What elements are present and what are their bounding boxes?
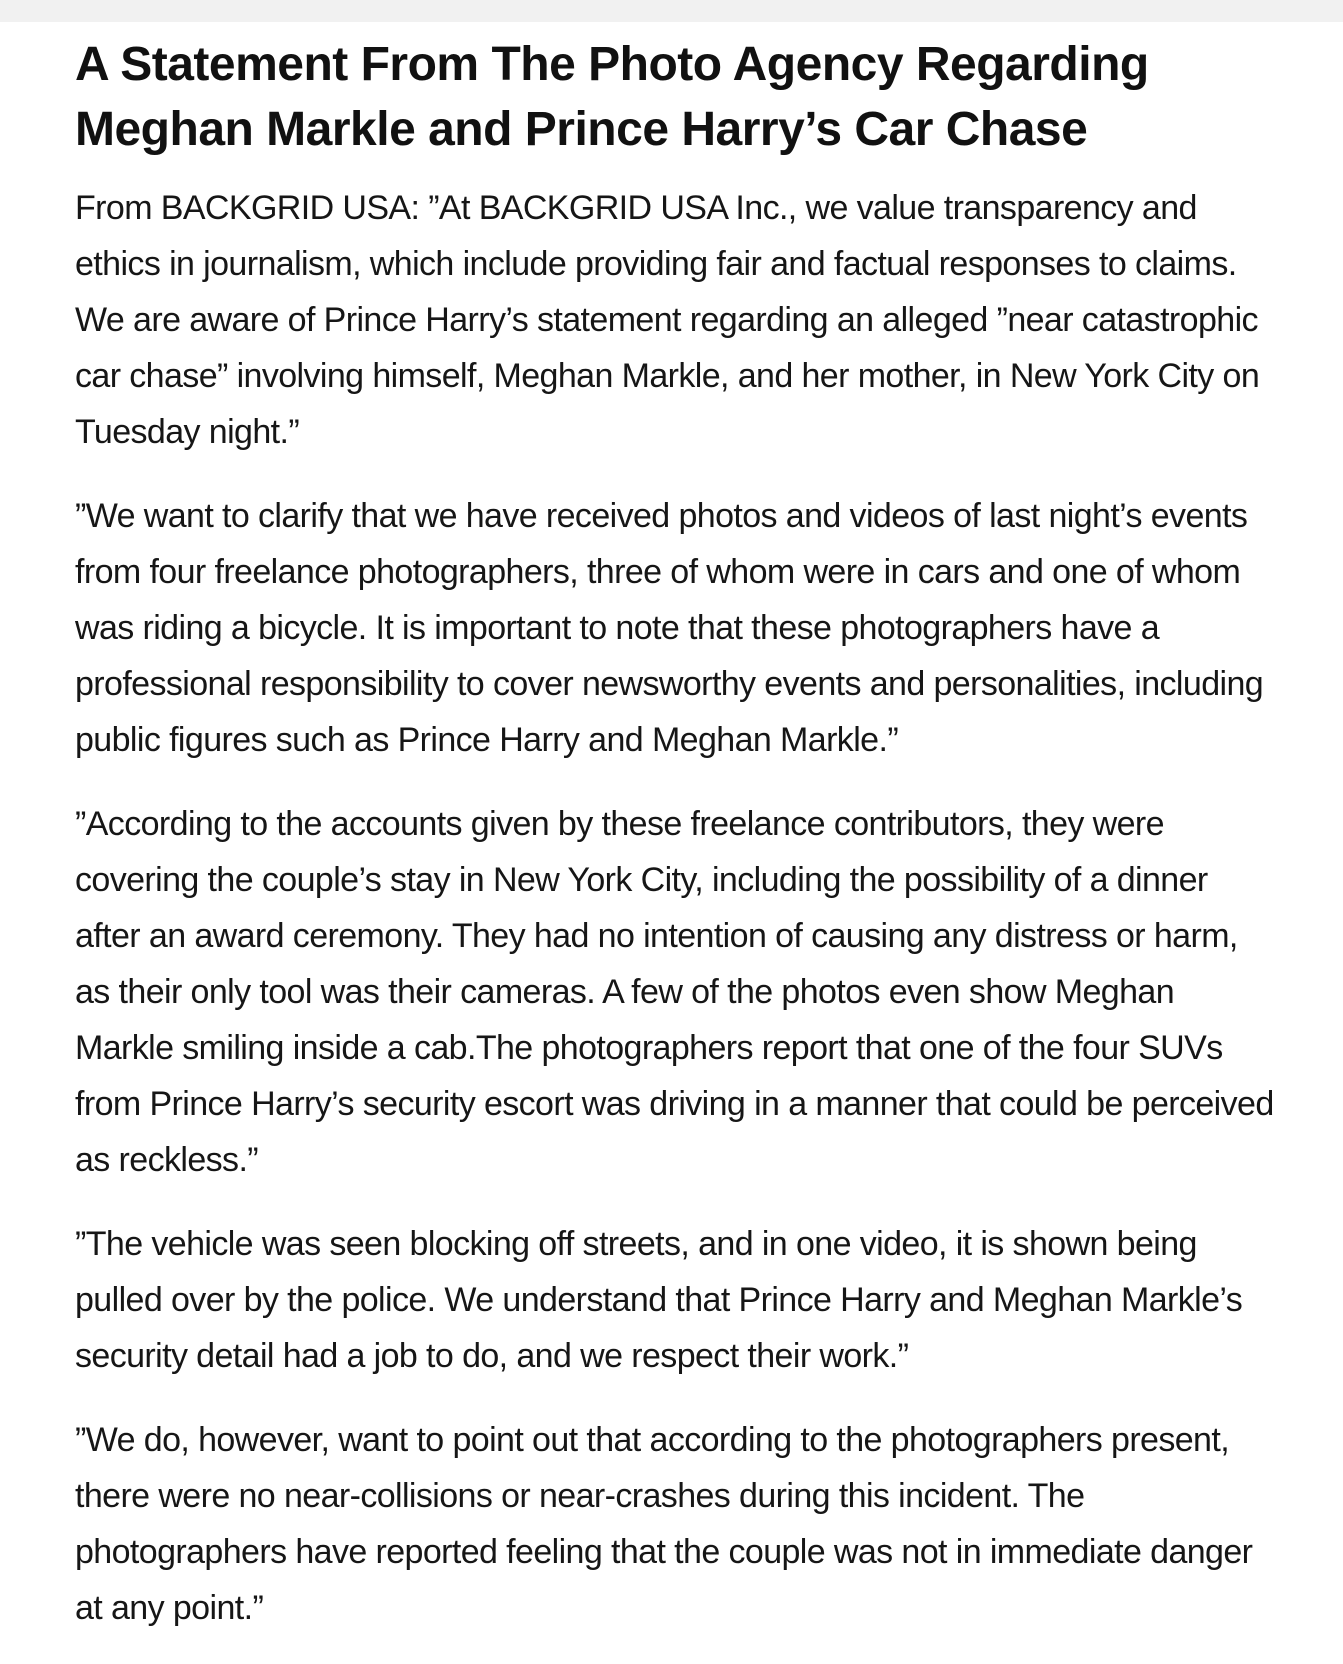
article-title: A Statement From The Photo Agency Regarding Meghan Markle and Prince Harry’s Car Chase	[75, 38, 1149, 156]
article-paragraph-2: ”We want to clarify that we have received photos and videos of last night’s events from four freelance photographers, three of whom were in cars and one of whom was riding a bicycle. It is important to note that these photographers have a professional responsibility to cover newsworthy events and personalities, including public figures such as Prince Harry and Meghan Markle.”	[75, 497, 1264, 759]
article-paragraph-5: ”We do, however, want to point out that according to the photographers present, there were no near-collisions or near-crashes during this incident. The photographers have reported feeling that the couple was not in immediate danger at any point.”	[75, 1421, 1253, 1627]
article-paragraph-1: From BACKGRID USA: ”At BACKGRID USA Inc., we value transparency and ethics in journalism, which include providing fair and factual responses to claims. We are aware of Prince Harry’s statement regarding an alleged ”near catastrophic car chase” involving himself, Meghan Markle, and her mother, in New York City on Tuesday night.”	[75, 189, 1260, 451]
article-paragraph-4: ”The vehicle was seen blocking off streets, and in one video, it is shown being pulled over by the police. We understand that Prince Harry and Meghan Markle’s security detail had a job to do, and we respect their work.”	[75, 1225, 1243, 1375]
top-bar	[0, 0, 1343, 22]
article-paragraph-3: ”According to the accounts given by these freelance contributors, they were covering the couple’s stay in New York City, including the possibility of a dinner after an award ceremony. They had no intention of causing any distress or harm, as their only tool was their cameras. A few of the photos even show Meghan Markle smiling inside a cab.The photographers report that one of the four SUVs from Prince Harry’s security escort was driving in a manner that could be perceived as reckless.”	[75, 805, 1274, 1179]
article	[75, 32, 1275, 1664]
